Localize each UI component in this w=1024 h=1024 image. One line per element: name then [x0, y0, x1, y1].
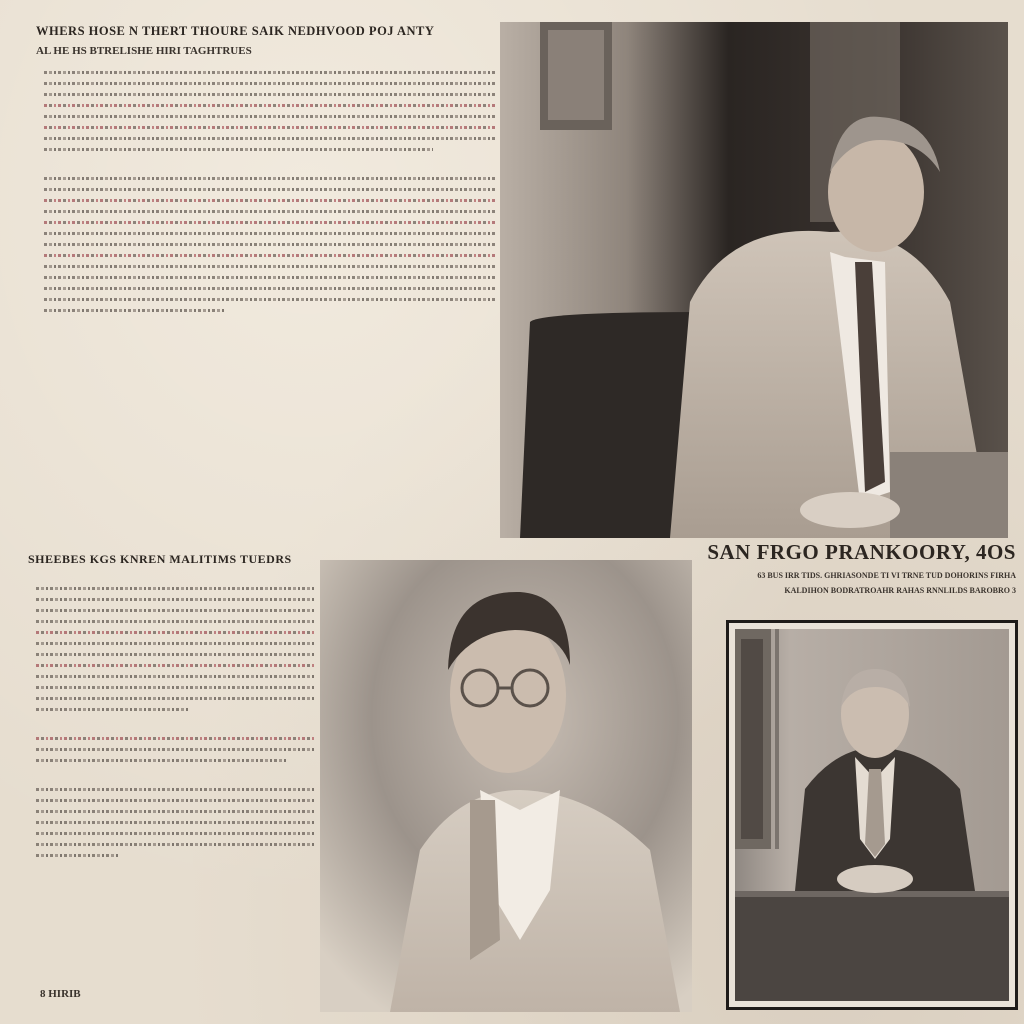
portrait-framed-image	[735, 629, 1009, 1001]
portrait-photo-top	[500, 22, 1008, 538]
article-top-subheadline: AL HE HS BTRELISHE HIRI TAGHTRUES	[36, 45, 252, 57]
article-bottom-body	[28, 587, 316, 857]
portrait-photo-framed	[726, 620, 1018, 1010]
article-top-body	[36, 71, 496, 312]
article-top-headline: WHERS HOSE N THERT THOURE SAIK NEDHVOOD POJ ANTY	[36, 24, 435, 38]
profile-subtitle-2: KALDIHON BODRATROAHR RAHAS RNNLILDS BAROBRO 3	[784, 586, 1016, 595]
profile-subtitle-1: 63 BUS IRR TIDS. GHRIASONDE TI VI TRNE TUD DOHORINS FIRHA	[757, 571, 1016, 580]
portrait-photo-bottom	[320, 560, 692, 1012]
profile-title: SAN FRGO PRANKOORY, 4OS	[707, 540, 1016, 564]
article-bottom-footer: 8 HIRIB	[40, 988, 81, 1000]
article-bottom	[28, 552, 328, 1012]
portrait-bottom-image	[320, 560, 692, 1012]
article-top	[36, 24, 496, 524]
article-bottom-headline: SHEEBES KGS KNREN MALITIMS TUEDRS	[28, 552, 292, 566]
portrait-top-image	[500, 22, 1008, 538]
profile-header	[700, 540, 1016, 618]
